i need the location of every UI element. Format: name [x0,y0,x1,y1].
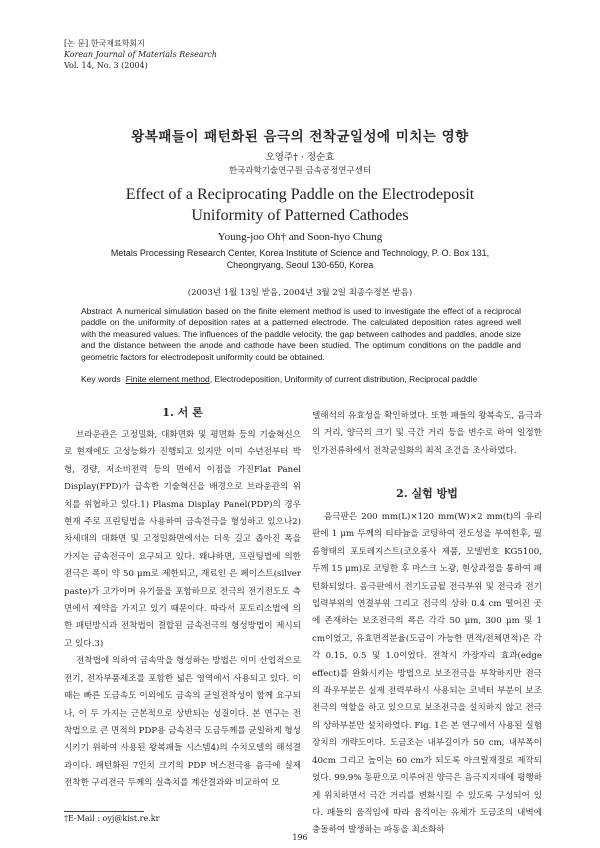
footnote-rule [64,811,144,812]
korean-authors: 오영주† · 정순효 [265,152,335,163]
journal-header-line1: [논 문] 한국재료학회지 [64,39,145,48]
section2-heading: 2. 실험 방법 [396,487,458,500]
english-authors: Young-joo Oh† and Soon-hyo Chung [217,231,383,243]
journal-header-line3: Vol. 14, No. 3 (2004) [64,61,148,70]
intro-paragraph-2: 전착법에 의하여 금속막을 형성하는 방법은 이미 산업적으로 전기, 전자부품제조를 포함한 넓은 영역에서 사용되고 있다. 이때는 빠른 도금속도 이외에도 금속의 균일전착성이 함께 요구되나, 이 두 가지는 근본적으로 상반되는 성질이다. 본 연구는 전착법으로 큰 면적의 PDP용 금속전극 도금두께를 균일하게 형성시키기 위하여 사용된 왕복패들 시스템4)의 수치모델의 해석결과이다. 패턴화된 7인치 크기의 PDP 버스전극용 음극에 실제 전착한 구리전극 두께의 실측치를 계산결과와 비교하여 모 [64,656,301,789]
abstract [81,306,521,363]
english-title-line2: Uniformity of Patterned Cathodes [191,207,409,224]
received-dates: (2003년 1월 13일 받음, 2004년 3월 2일 최종수정본 받음) [187,288,413,298]
journal-header [64,38,217,71]
keywords [81,374,541,384]
english-title [0,184,600,226]
left-column [64,427,301,793]
intro-paragraph-1: 브라운관은 고정밀화, 대화면화 및 평면화 등의 기술혁신으로 현재에도 고성능화가 진행되고 있지만 이미 수년전부터 박형, 경량, 저소비전력 등의 면에서 이점을 가진Flat Panel Display(FPD)가 급속한 기술혁신을 배경으로 브라운관의 위치를 위협하고 있다.1) Plasma Display Panel(PDP)의 경우 현재 주로 프린팅법을 사용하여 금속전극을 형성하고 있으나2) 차세대의 대화면 및 고정밀화면에서는 더욱 길고 좁아진 폭을 가지는 금속전극이 요구되고 있다. 왜냐하면, 프린팅법에 의한 전극은 폭이 약 50 μm로 제한되고, 재료인 은 페이스트(silver paste)가 고가이며 유기물을 포함하므로 전극의 전기전도도 측면에서 제약을 가지고 있기 때문이다. 따라서 포토리소법에 의한 패턴방식과 전착법이 결합된 금속전극의 형성방법이 제시되고 있다.3) [64,430,301,649]
english-title-line1: Effect of a Reciprocating Paddle on the Electrodeposit [125,186,475,203]
right-column-methods [312,509,542,840]
english-affiliation-line2: Cheongryang, Seoul 130-650, Korea [226,260,374,270]
english-affiliation [0,247,600,271]
intro-paragraph-continued: 델해석의 유효성을 확인하였다. 또한 패들의 왕복속도, 음극과의 거리, 양극의 크기 및 극간 거리 등을 변수로 하여 일정한 인가전류하에서 전착균일화의 최적 조건을 조사하였다. [312,411,542,456]
section1-heading: 1. 서 론 [162,406,203,419]
korean-affiliation: 한국과학기술연구원 금속공정연구센터 [228,166,372,176]
keyword-fem: Finite element method [125,374,210,384]
keywords-label: Key words [81,374,121,384]
footnote-email: †E-Mail : oyj@kist.re.kr [64,814,160,823]
keywords-rest: , Electrodeposition, Uniformity of current distribution, Reciprocal paddle [209,374,478,384]
abstract-label: Abstract [81,306,113,316]
page-number: 196 [292,833,308,842]
abstract-text: A numerical simulation based on the finite element method is used to investigate the effect of a reciprocal paddle on the uniformity of deposition rates at a patterned electrode. The calculated deposition rates agreed well with the measured values. The influences of the paddle velocity, the gap between cathodes and paddles, anode size and the distance between the anode and cathode have been studied. The optimum conditions on the paddle and geometric factors for electrodeposit uniformity could be obtained. [81,306,521,362]
methods-paragraph-1: 음극판은 200 mm(L)×120 mm(W)×2 mm(t)의 유리판에 1 μm 두께의 티타늄을 코팅하여 전도성을 부여한후, 필름형태의 포토레지스트(코오롱사 제품, 모델번호 KG5100, 두께 15 μm)로 코팅한 후 마스크 노광, 현상과정을 통하여 패턴화되었다. 음극판에서 전기도금될 전극부위 및 전극과 전기입력부위의 연결부위 그리고 전극의 상하 0.4 cm 떨어진 곳에 존재하는 보조전극의 폭은 각각 50 μm, 300 μm 및 1 cm이었고, 유효면적분율(도금이 가능한 면적/전체면적)은 각각 0.15, 0.5 및 1.0이었다. 전착시 가장자리 효과(edge effect)를 완화시키는 방법으로 보조전극을 부착하지만 전극의 좌우부분은 실제 전력부하시 사용되는 코넥터 부분이 보조전극의 역할을 하고 있으므로 보조전극을 설치하지 않고 전극의 상하부분만 설치하였다. Fig. 1은 본 연구에서 사용된 실험장치의 개략도이다. 도금조는 내부길이가 50 cm, 내부폭이 40cm 그리고 높이는 60 cm가 되도록 아크릴재질로 제작되었다. 99.9% 동판으로 이루어진 양극은 음극지지대에 평행하게 위치하면서 극간 거리를 변화시킬 수 있도록 구성되어 있다. 패들의 움직임에 따라 움직이는 유체가 도금조의 내벽에 충돌하여 발생하는 파동을 최소화하 [312,512,542,836]
journal-header-line2: Korean Journal of Materials Research [64,50,218,59]
english-affiliation-line1: Metals Processing Research Center, Korea Institute of Science and Technology, P. O. Box 131, [110,248,490,258]
right-column-top [312,408,542,460]
korean-title: 왕복패들이 패턴화된 음극의 전착균일성에 미치는 영향 [131,129,469,145]
